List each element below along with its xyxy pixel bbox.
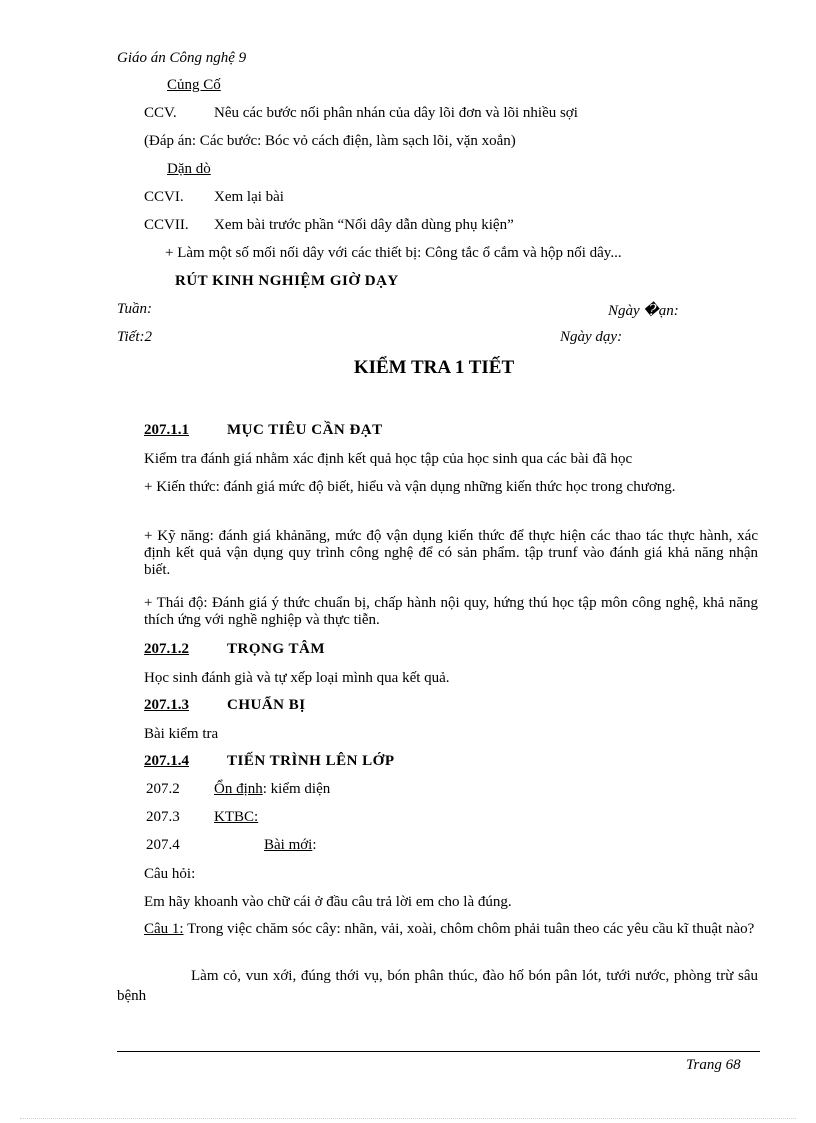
page-edge-divider: [20, 1118, 796, 1119]
subsection-number: 207.3: [146, 809, 180, 825]
subsection-ktbc: [146, 809, 258, 826]
subsection-label: Ổn định: [214, 781, 263, 797]
item-text: Nêu các bước nối phân nhán của dây lõi đơn và lõi nhiều sợi: [214, 105, 578, 121]
subsection-bai-moi: [146, 837, 317, 854]
paragraph: Học sinh đánh già và tự xếp loại mình qua kết quả.: [144, 670, 450, 686]
paragraph: Bài kiểm tra: [144, 726, 219, 742]
section-title: TIẾN TRÌNH LÊN LỚP: [227, 753, 395, 769]
dan-do-note: + Làm một số mối nối dây với các thiết bị: Công tắc ổ cắm và hộp nối dây...: [165, 245, 622, 261]
paragraph: Kiểm tra đánh giá nhằm xác định kết quả học tập của học sinh qua các bài đã học: [144, 451, 633, 467]
answer-paragraph: Làm cỏ, vun xới, đúng thới vụ, bón phân thúc, đào hố bón pân lót, tưới nước, phòng trừ sâu bệnh: [117, 968, 758, 1004]
main-title: KIỂM TRA 1 TIẾT: [353, 357, 515, 378]
dan-do-item: [144, 189, 284, 206]
cung-co-heading: Củng Cố: [167, 77, 221, 93]
section-heading-3: [144, 697, 306, 714]
subsection-number: 207.2: [146, 781, 180, 797]
cau-hoi-label: Câu hỏi:: [144, 866, 196, 882]
section-heading-4: [144, 753, 395, 770]
paragraph: + Kiến thức: đánh giá mức độ biết, hiểu và vận dụng những kiến thức học trong chương.: [144, 479, 676, 495]
question-label: Câu 1:: [144, 921, 184, 937]
question-text: Trong việc chăm sóc cây: nhãn, vải, xoài, chôm chôm phải tuân theo các yêu cầu kĩ thuật nào?: [183, 921, 755, 937]
cung-co-answer: (Đáp án: Các bước: Bóc vỏ cách điện, làm sạch lõi, vặn xoắn): [144, 133, 516, 149]
item-number: CCVI.: [144, 189, 184, 205]
section-title: MỤC TIÊU CẦN ĐẠT: [227, 422, 383, 438]
meta-tiet: Tiết:2: [117, 329, 153, 345]
paragraph: + Kỹ năng: đánh giá khảnăng, mức độ vận dụng kiến thức để thực hiện các thao tác thực hành, xác định kết quả vận dụng quy trình công nghệ để có sản phẩm. tập trunf vào đánh giá khả năng nhận biết.: [144, 528, 758, 578]
section-title: CHUẨN BỊ: [227, 697, 306, 713]
meta-tuan: Tuần:: [117, 301, 153, 317]
subsection-label: Bài mới: [264, 837, 313, 853]
subsection-number: 207.4: [146, 837, 180, 853]
subsection-rest: : kiểm diện: [262, 781, 331, 797]
paragraph: + Thái độ: Đánh giá ý thức chuẩn bị, chấp hành nội quy, hứng thú học tập môn công nghệ, khả năng thích ứng với nghề nghiệp và thực tiễn.: [144, 595, 758, 628]
section-heading-2: [144, 641, 325, 658]
section-heading-1: [144, 422, 383, 439]
subsection-on-dinh: [146, 781, 330, 798]
page-number: Trang 68: [686, 1057, 741, 1073]
section-number: 207.1.4: [144, 753, 189, 769]
section-number: 207.1.2: [144, 641, 189, 657]
item-number: CCVII.: [144, 217, 189, 233]
section-number: 207.1.1: [144, 422, 189, 438]
item-text: Xem lại bài: [214, 189, 284, 205]
question-1: [144, 921, 758, 938]
subsection-label: KTBC:: [214, 809, 259, 825]
item-text: Xem bài trước phần “Nối dây dẫn dùng phụ kiện”: [214, 217, 514, 233]
footer-rule: [117, 1051, 760, 1052]
instruction: Em hãy khoanh vào chữ cái ở đầu câu trả lời em cho là đúng.: [144, 894, 512, 910]
subsection-rest: :: [312, 837, 317, 853]
cung-co-item: [144, 105, 578, 122]
meta-ngay-day: Ngày dạy:: [560, 329, 623, 345]
item-number: CCV.: [144, 105, 177, 121]
rut-kinh-nghiem-heading: RÚT KINH NGHIỆM GIỜ DẠY: [175, 273, 399, 289]
document-header: Giáo án Công nghệ 9: [117, 50, 247, 66]
section-title: TRỌNG TÂM: [227, 641, 325, 657]
dan-do-heading: Dặn dò: [167, 161, 211, 177]
dan-do-item: [144, 217, 514, 234]
meta-ngay-soan: Ngày �ạn:: [608, 303, 679, 319]
section-number: 207.1.3: [144, 697, 189, 713]
